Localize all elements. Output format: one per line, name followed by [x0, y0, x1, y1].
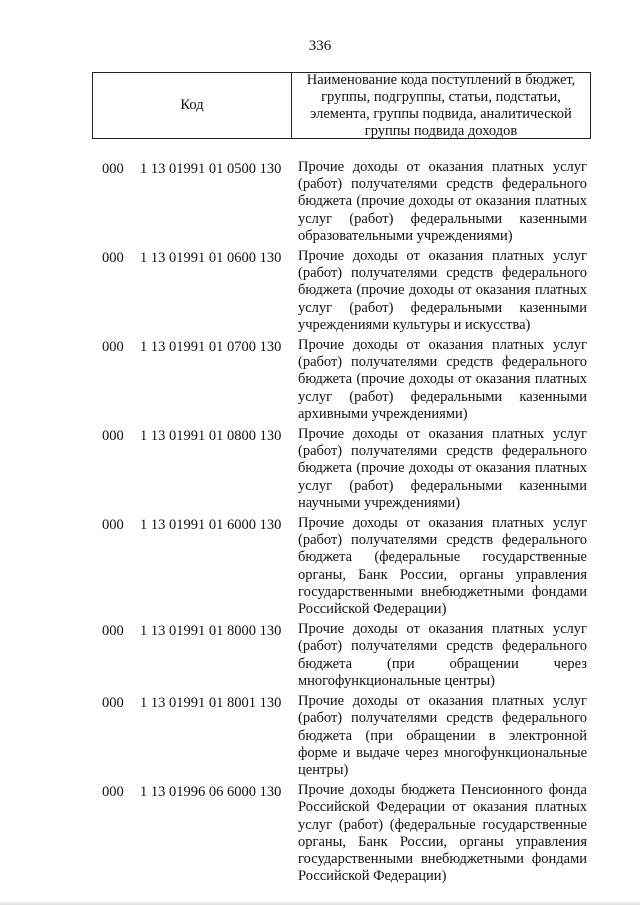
description-line: услуг (работ) федеральными казенными — [298, 210, 587, 227]
description-line: бюджета (при обращении в электронной — [298, 727, 587, 744]
description-line: (работ) получателями средств федерального — [298, 443, 587, 460]
header-name-column — [292, 73, 590, 138]
revenue-code: 1 13 01991 01 6000 130 — [140, 517, 282, 534]
revenue-description — [298, 426, 587, 512]
revenue-description — [298, 693, 587, 779]
description-line: органы, Банк России, органы управления — [298, 833, 587, 850]
revenue-description — [298, 159, 587, 245]
admin-code: 000 — [102, 784, 124, 801]
description-line: центры) — [298, 761, 349, 778]
header-name-line: группы подвида доходов — [364, 122, 518, 139]
admin-code: 000 — [102, 695, 124, 712]
revenue-code: 1 13 01996 06 6000 130 — [140, 784, 282, 801]
header-name-line: Наименование кода поступлений в бюджет, — [306, 71, 576, 88]
description-line: услуг (работ) федеральными казенными — [298, 477, 587, 494]
table-row — [0, 693, 640, 779]
description-line: государственными внебюджетными фондами — [298, 583, 587, 600]
description-line: Прочие доходы от оказания платных услуг — [298, 426, 587, 443]
revenue-code: 1 13 01991 01 0700 130 — [140, 339, 282, 356]
description-line: Российской Федерации) — [298, 601, 447, 618]
table-header — [92, 72, 591, 139]
description-line: бюджета (при обращении через — [298, 655, 587, 672]
description-line: учреждениями культуры и искусства) — [298, 316, 531, 333]
description-line: бюджета (прочие доходы от оказания платных — [298, 193, 587, 210]
revenue-code: 1 13 01991 01 8001 130 — [140, 695, 282, 712]
description-line: (работ) получателями средств федерального — [298, 638, 587, 655]
page-number: 336 — [308, 38, 332, 54]
header-code-column: Код — [93, 73, 292, 138]
revenue-code: 1 13 01991 01 0600 130 — [140, 250, 282, 267]
revenue-description — [298, 621, 587, 690]
admin-code: 000 — [102, 250, 124, 267]
description-line: услуг (работ) (федеральные государственные — [298, 816, 587, 833]
table-row — [0, 159, 640, 245]
admin-code: 000 — [102, 517, 124, 534]
description-line: бюджета (прочие доходы от оказания платных — [298, 460, 587, 477]
description-line: архивными учреждениями) — [298, 405, 468, 422]
admin-code: 000 — [102, 339, 124, 356]
header-name-line: группы, подгруппы, статьи, подстатьи, — [321, 88, 561, 105]
admin-code: 000 — [102, 161, 124, 177]
description-line: услуг (работ) федеральными казенными — [298, 388, 587, 405]
revenue-description — [298, 248, 587, 334]
table-row — [0, 782, 640, 885]
description-line: бюджета (федеральные государственные — [298, 549, 587, 566]
description-line: услуг (работ) федеральными казенными — [298, 299, 587, 316]
header-name-line: элемента, группы подвида, аналитической — [310, 105, 572, 122]
description-line: (работ) получателями средств федерального — [298, 265, 587, 282]
description-line: образовательными учреждениями) — [298, 227, 513, 244]
description-line: Российской Федерации) — [298, 868, 447, 885]
description-line: государственными внебюджетными фондами — [298, 850, 587, 867]
description-line: (работ) получателями средств федерального — [298, 176, 587, 193]
admin-code: 000 — [102, 428, 124, 445]
description-line: органы, Банк России, органы управления — [298, 566, 587, 583]
admin-code: 000 — [102, 623, 124, 640]
description-line: Прочие доходы от оказания платных услуг — [298, 159, 587, 175]
revenue-code: 1 13 01991 01 0500 130 — [140, 161, 282, 177]
description-line: Прочие доходы от оказания платных услуг — [298, 621, 587, 638]
table-row — [0, 515, 640, 618]
revenue-description — [298, 337, 587, 423]
description-line: бюджета (прочие доходы от оказания платных — [298, 282, 587, 299]
revenue-description — [298, 782, 587, 885]
description-line: (работ) получателями средств федерального — [298, 354, 587, 371]
description-line: Прочие доходы от оказания платных услуг — [298, 248, 587, 265]
description-line: Прочие доходы бюджета Пенсионного фонда — [298, 782, 587, 799]
description-line: бюджета (прочие доходы от оказания платных — [298, 371, 587, 388]
table-row — [0, 337, 640, 423]
description-line: научными учреждениями) — [298, 494, 461, 511]
description-line: (работ) получателями средств федерального — [298, 710, 587, 727]
table-row — [0, 248, 640, 334]
table-body — [0, 159, 640, 885]
description-line: Прочие доходы от оказания платных услуг — [298, 337, 587, 354]
description-line: Российской Федерации от оказания платных — [298, 799, 587, 816]
header-name-text — [307, 72, 576, 140]
revenue-code: 1 13 01991 01 8000 130 — [140, 623, 282, 640]
description-line: многофункциональные центры) — [298, 672, 495, 689]
description-line: Прочие доходы от оказания платных услуг — [298, 693, 587, 710]
description-line: Прочие доходы от оказания платных услуг — [298, 515, 587, 532]
revenue-code: 1 13 01991 01 0800 130 — [140, 428, 282, 445]
description-line: форме и выдаче через многофункциональные — [298, 744, 587, 761]
revenue-description — [298, 515, 587, 618]
table-row — [0, 621, 640, 690]
description-line: (работ) получателями средств федерального — [298, 532, 587, 549]
table-row — [0, 426, 640, 512]
